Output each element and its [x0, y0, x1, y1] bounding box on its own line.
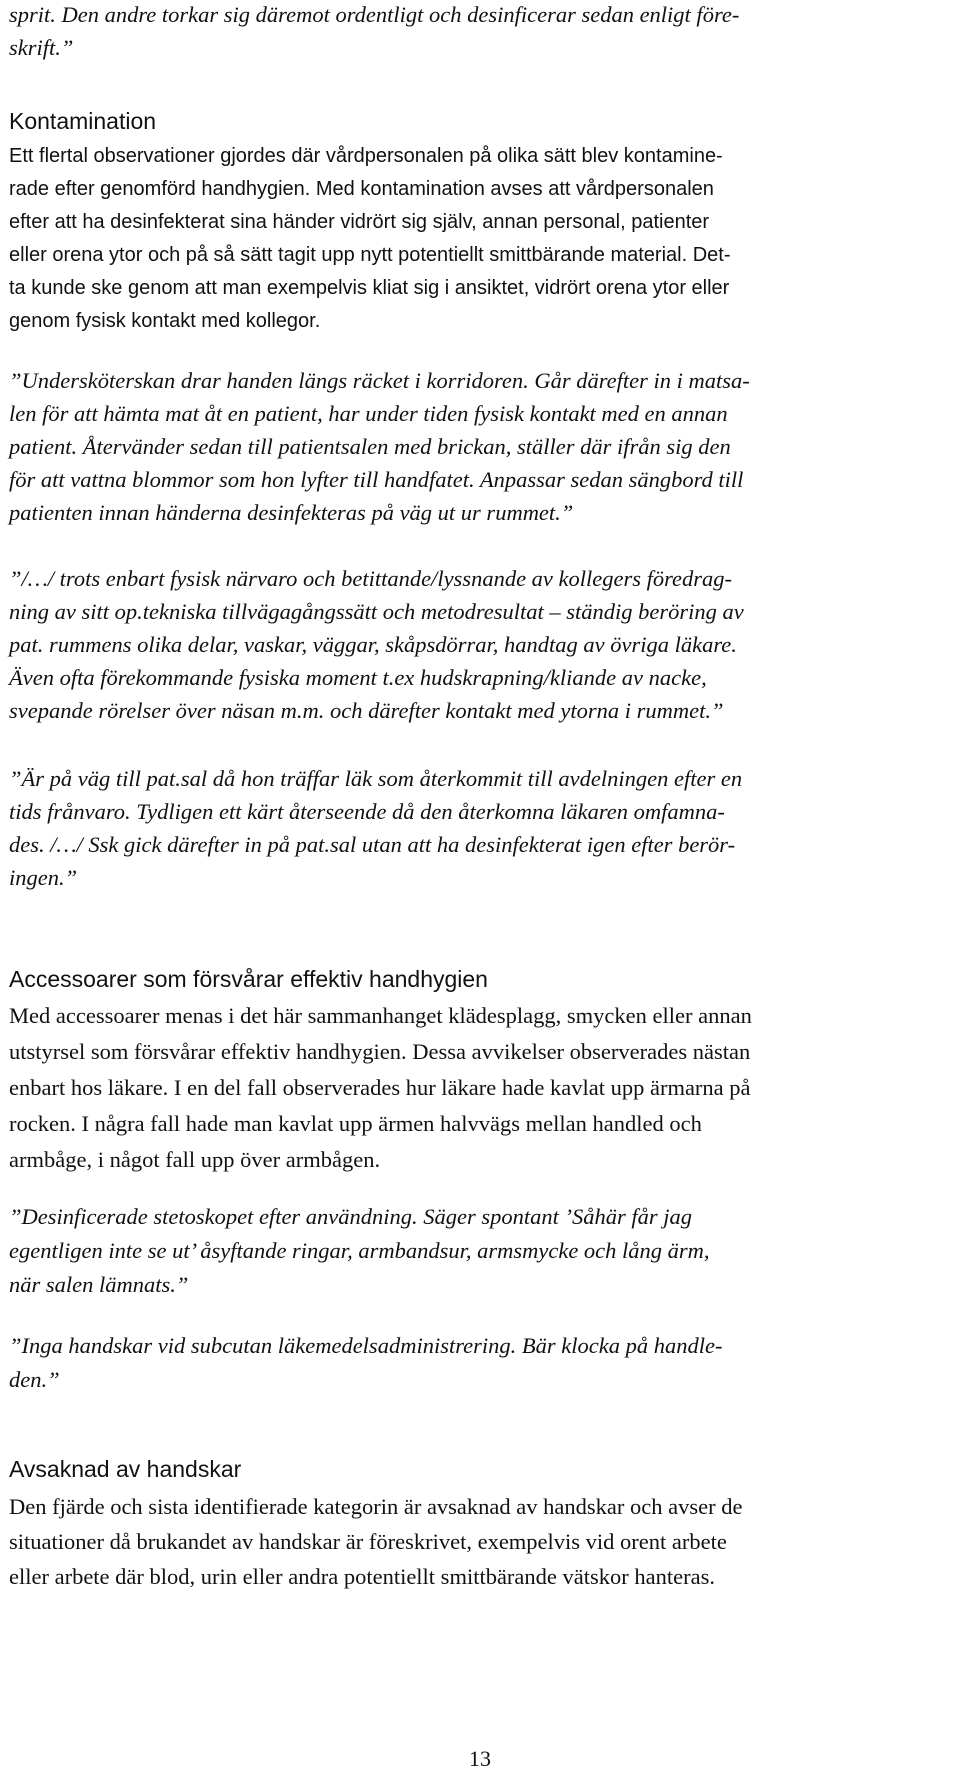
quote-block: [9, 364, 750, 529]
body-line: Med accessoarer menas i det här sammanhanget klädesplagg, smycken eller annan: [9, 1003, 752, 1028]
quote-line: patient. Återvänder sedan till patientsalen med brickan, ställer där ifrån sig den: [9, 434, 731, 459]
quote-block: [9, 1329, 722, 1397]
quote-line: ”/…/ trots enbart fysisk närvaro och betittande/lyssnande av kollegers föredrag-: [9, 566, 733, 591]
quote-line: ning av sitt op.tekniska tillvägagångssätt och metodresultat – ständig beröring av: [9, 599, 744, 624]
section-heading-kontamination: Kontamination: [9, 108, 157, 134]
quote-line: ”Är på väg till pat.sal då hon träffar läk som återkommit till avdelningen efter en: [9, 766, 743, 791]
body-line: Ett flertal observationer gjordes där vårdpersonalen på olika sätt blev kontamine-: [9, 145, 723, 167]
body-line: ta kunde ske genom att man exempelvis kliat sig i ansiktet, vidrört orena ytor eller: [9, 277, 730, 299]
quote-line: tids frånvaro. Tydligen ett kärt återseende då den återkomna läkaren omfamna-: [9, 799, 725, 824]
quote-line: ingen.”: [9, 865, 78, 890]
body-line: armbåge, i något fall upp över armbågen.: [9, 1147, 381, 1172]
quote-line: patienten innan händerna desinfekteras på väg ut ur rummet.”: [9, 500, 574, 525]
quote-block: [9, 762, 742, 894]
section-body-avsaknad: [9, 1489, 742, 1594]
body-line: efter att ha desinfekterat sina händer vidrört sig själv, annan personal, patienter: [9, 211, 710, 233]
body-line: Den fjärde och sista identifierade kategorin är avsaknad av handskar och avser de: [9, 1494, 743, 1519]
quote-line: den.”: [9, 1367, 60, 1392]
quote-line: svepande rörelser över näsan m.m. och därefter kontakt med ytorna i rummet.”: [9, 698, 724, 723]
quote-line: ”Undersköterskan drar handen längs räcket i korridoren. Går därefter in i matsa-: [9, 368, 750, 393]
body-line: enbart hos läkare. I en del fall observerades hur läkare hade kavlat upp ärmarna på: [9, 1075, 751, 1100]
quote-line: Även ofta förekommande fysiska moment t.ex hudskrapning/kliande av nacke,: [9, 665, 707, 690]
quote-line: ”Desinficerade stetoskopet efter användning. Säger spontant ’Såhär får jag: [9, 1204, 693, 1229]
quote-line: des. /…/ Ssk gick därefter in på pat.sal utan att ha desinfekterat igen efter berör-: [9, 832, 736, 857]
body-line: utstyrsel som försvårar effektiv handhygien. Dessa avvikelser observerades nästan: [9, 1039, 751, 1064]
body-line: rade efter genomförd handhygien. Med kontamination avses att vårdpersonalen: [9, 178, 714, 200]
quote-line: sprit. Den andre torkar sig däremot ordentligt och desinficerar sedan enligt före-: [9, 2, 740, 27]
body-line: genom fysisk kontakt med kollegor.: [9, 310, 321, 332]
quote-line: när salen lämnats.”: [9, 1272, 189, 1297]
quote-line: skrift.”: [9, 35, 74, 60]
section-heading-avsaknad: Avsaknad av handskar: [9, 1456, 242, 1482]
section-body-accessoarer: [9, 998, 752, 1178]
quote-block: [9, 562, 744, 727]
quote-line: för att vattna blommor som hon lyfter till handfatet. Anpassar sedan sängbord till: [9, 467, 744, 492]
section-heading-accessoarer: Accessoarer som försvårar effektiv handhygien: [9, 966, 488, 992]
section-body-kontamination: [9, 140, 730, 338]
quote-line: len för att hämta mat åt en patient, har under tiden fysisk kontakt med en annan: [9, 401, 728, 426]
intro-quote: [9, 0, 739, 64]
body-line: situationer då brukandet av handskar är föreskrivet, exempelvis vid orent arbete: [9, 1529, 727, 1554]
body-line: rocken. I några fall hade man kavlat upp ärmen halvvägs mellan handled och: [9, 1111, 702, 1136]
page-number: 13: [469, 1746, 491, 1771]
quote-line: ”Inga handskar vid subcutan läkemedelsadministrering. Bär klocka på handle-: [9, 1333, 723, 1358]
quote-block: [9, 1200, 710, 1302]
body-line: eller orena ytor och på så sätt tagit upp nytt potentiellt smittbärande material. Det-: [9, 244, 731, 266]
quote-line: pat. rummens olika delar, vaskar, väggar, skåpsdörrar, handtag av övriga läkare.: [9, 632, 737, 657]
quote-line: egentligen inte se ut’ åsyftande ringar, armbandsur, armsmycke och lång ärm,: [9, 1238, 710, 1263]
body-line: eller arbete där blod, urin eller andra potentiellt smittbärande vätskor hanteras.: [9, 1564, 715, 1589]
